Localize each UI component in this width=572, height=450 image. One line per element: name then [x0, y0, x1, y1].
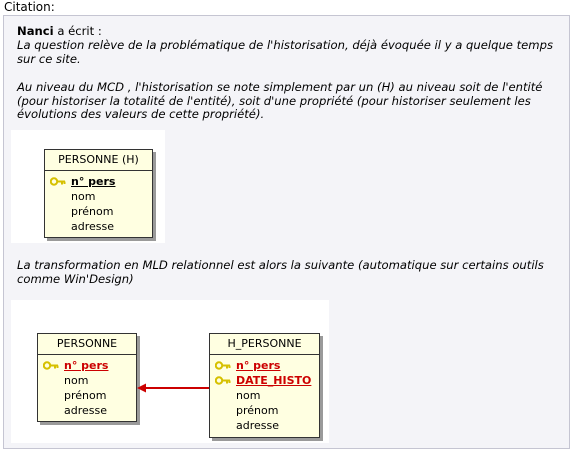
entity-attr: nom — [64, 374, 89, 387]
quote-box — [3, 15, 570, 449]
entity-key-attr — [38, 358, 136, 373]
entity-attr: nom — [71, 190, 96, 203]
entity-attr: prénom — [236, 404, 279, 417]
key-icon — [43, 361, 59, 370]
entity-attr: prénom — [71, 205, 114, 218]
key-attr-label: DATE_HISTO — [236, 374, 312, 387]
key-attr-label: n° pers — [64, 359, 109, 372]
quote-paragraph-3: La transformation en MLD relationnel est alors la suivante (automatique sur certains outils comme Win'Design) — [17, 258, 544, 286]
foreign-key-arrow — [134, 382, 214, 394]
quote-wrote: a écrit : — [57, 24, 102, 38]
mcd-entity-personne — [44, 149, 153, 238]
quote-author: Nanci — [17, 24, 54, 38]
entity-attr: prénom — [64, 389, 107, 402]
entity-title: PERSONNE — [38, 334, 136, 355]
citation-label: Citation: — [4, 0, 55, 14]
quote-paragraph-2: Au niveau du MCD , l'historisation se note simplement par un (H) au niveau soit de l'entité (pour historiser la totalité de l'entité), soit d'une propriété (pour historiser seulement les évolutions des valeurs de cette propriété). — [17, 80, 543, 122]
key-icon — [215, 361, 231, 370]
mld-table-personne — [37, 333, 137, 422]
key-icon — [215, 376, 231, 385]
key-attr-label: n° pers — [71, 175, 116, 188]
entity-attr: nom — [236, 389, 261, 402]
mld-table-h-personne — [209, 333, 320, 438]
entity-title: PERSONNE (H) — [45, 150, 152, 171]
entity-key-attr — [210, 373, 319, 388]
mcd-diagram — [11, 130, 165, 243]
key-icon — [50, 177, 66, 186]
entity-attr: adresse — [64, 404, 108, 417]
quote-author-line — [17, 25, 569, 39]
key-attr-label: n° pers — [236, 359, 281, 372]
entity-attr: adresse — [236, 419, 280, 432]
mld-diagram — [11, 300, 329, 443]
entity-key-attr — [45, 174, 152, 189]
entity-attr: adresse — [71, 220, 115, 233]
entity-title: H_PERSONNE — [210, 334, 319, 355]
entity-key-attr — [210, 358, 319, 373]
quote-paragraph-1: La question relève de la problématique de l'historisation, déjà évoquée il y a quelque temps sur ce site. — [17, 38, 553, 66]
